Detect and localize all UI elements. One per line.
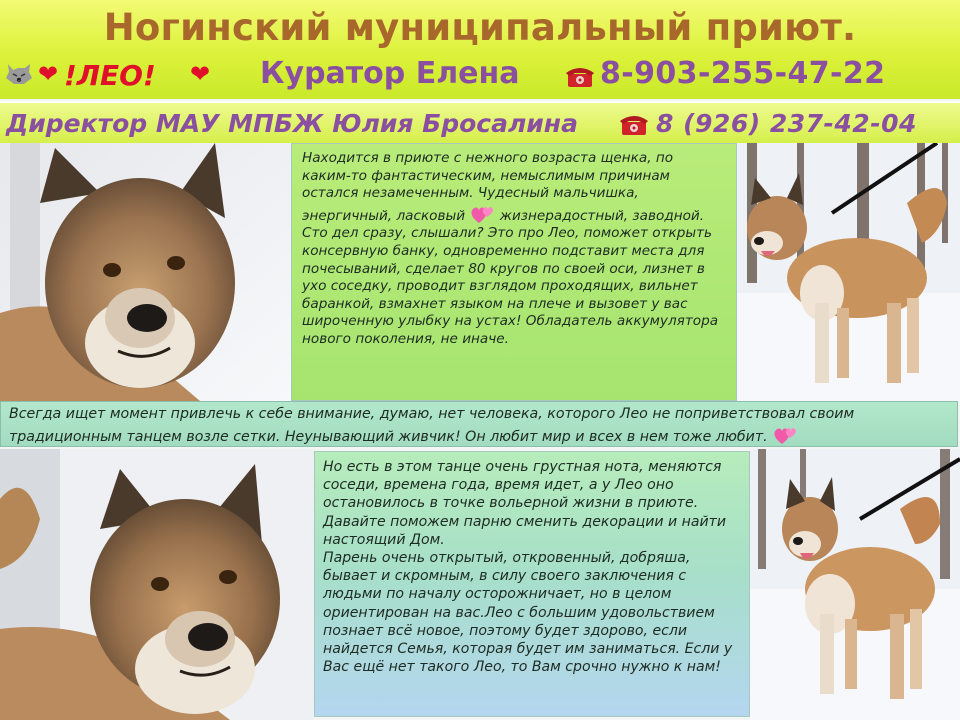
description-text-1: Находится в приюте с нежного возраста щенка, по каким-то фантастическим, немыслимым причинам остался незамеченным. Чудесный мальчишка, энергичный, ласковый жизнерадостный, заводной. Сто дел сразу, слышали? Это про Лео, поможет открыть консервную банку, одновременно подставит места для почесываний, сделает 80 кругов по своей оси, лизнет в ухо соседку, проводит взглядом проходящих, вильнет баранкой, взмахнет языком на плече и вызовет у вас широченную улыбку на устах! Обладатель аккумулятора нового поколения, не иначе.	[302, 150, 719, 347]
director-bar	[0, 101, 960, 145]
dog-photo-closeup-2	[0, 449, 314, 720]
dog-photo-standing-1	[737, 143, 960, 401]
telephone-icon	[619, 112, 649, 136]
middle-text: Всегда ищет момент привлечь к себе внимание, думаю, нет человека, которого Лео не поприветствовал своим традиционным танцем возле сетки. Неунывающий живчик! Он любит мир и всех в нем тоже любит.	[9, 406, 855, 445]
shelter-title: Ногинский муниципальный приют.	[103, 6, 857, 49]
two-hearts-icon	[772, 424, 798, 446]
curator-phone: 8-903-255-47-22	[600, 56, 886, 91]
wolf-icon	[4, 58, 34, 88]
heart-icon: ❤	[38, 60, 59, 88]
curator-row	[0, 54, 960, 96]
description-box-1	[291, 143, 737, 401]
dog-photo-closeup-1	[0, 143, 291, 401]
director-label: Директор МАУ МПБЖ Юлия Бросалина	[6, 109, 578, 138]
heart-icon: ❤	[190, 60, 211, 88]
description-text-2b: Парень очень открытый, откровенный, добряша, бывает и скромным, в силу своего заключения с людьми по началу осторожничает, но в целом ориентирован на вас.Лео с большим удовольствием познает всё новое, поэтому будет здорово, если найдется Семья, которая будет им заниматься. Если у Вас ещё нет такого Лео, то Вам срочно нужно к нам!	[323, 550, 733, 676]
dog-name: !ЛЕО!	[64, 59, 156, 92]
dog-photo-standing-2	[750, 449, 960, 720]
director-phone: 8 (926) 237-42-04	[656, 109, 917, 138]
description-text-2a: Но есть в этом танце очень грустная нота, меняются соседи, времена года, время идет, а у Лео оно остановилось в точке вольерной жизни в приюте. Давайте поможем парню сменить декорации и найти настоящий Дом.	[323, 459, 727, 548]
middle-description-bar	[0, 401, 958, 447]
description-box-2	[314, 451, 750, 717]
curator-label: Куратор Елена	[260, 56, 520, 91]
header-banner	[0, 0, 960, 99]
telephone-icon	[565, 64, 595, 88]
two-hearts-icon	[469, 203, 495, 225]
